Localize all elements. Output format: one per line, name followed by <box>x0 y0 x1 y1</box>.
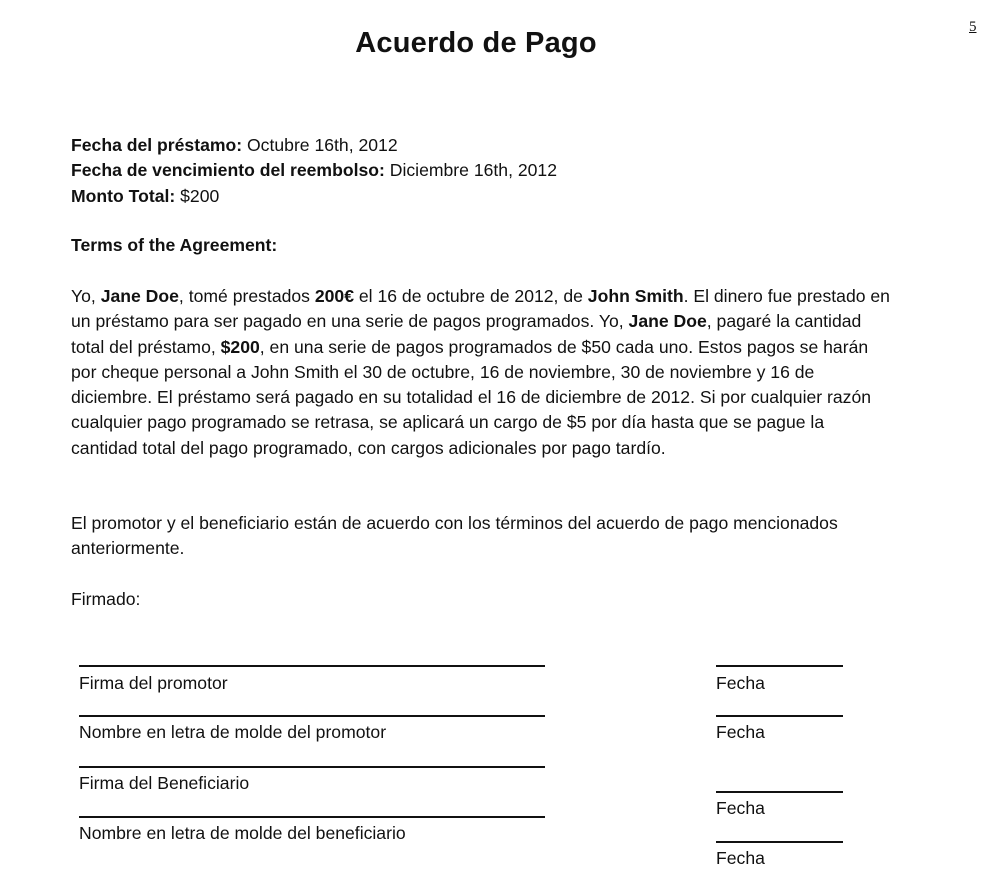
terms-text: , pagaré la cantidad total del préstamo, <box>71 311 862 357</box>
signed-label: Firmado: <box>71 589 141 609</box>
total-value: $200 <box>180 185 220 206</box>
borrower-name: Jane Doe <box>628 311 707 332</box>
beneficiary-signature-line[interactable] <box>79 766 545 768</box>
page-number: 5 <box>969 19 977 35</box>
loan-date-label: Fecha del préstamo: <box>71 135 243 155</box>
terms-text: . El dinero fue prestado en un préstamo para ser pagado en una serie de pagos programados. Yo, <box>71 286 890 332</box>
agreement-paragraph: El promotor y el beneficiario están de acuerdo con los términos del acuerdo de pago mencionados anteriormente. <box>71 513 838 559</box>
date-label: Fecha <box>716 798 765 818</box>
promoter-date-line[interactable] <box>716 665 843 667</box>
date-label: Fecha <box>716 848 765 868</box>
lender-name: John Smith <box>587 286 684 306</box>
loan-amount: 200€ <box>314 286 354 306</box>
promoter-print-name-line[interactable] <box>79 715 545 717</box>
date-label: Fecha <box>716 722 765 742</box>
terms-text: , en una serie de pagos programados de $50 cada uno. Estos pagos se harán por cheque personal a John Smith el 30 de octubre, 16 de noviembre, 30 de noviembre y 16 de diciembre. El préstamo será pagado en su totalidad el 16 de diciembre de 2012. Si por cualquier razón cualquier pago programado se retrasa, se aplicará un cargo de $5 por día hasta que se pague la cantidad total del pago programado, con cargos adicionales por pago tardío. <box>71 336 872 458</box>
terms-text: Yo, <box>71 286 101 306</box>
beneficiary-date-line[interactable] <box>716 791 843 793</box>
due-date-label: Fecha de vencimiento del reembolso: <box>71 160 385 181</box>
loan-details <box>71 133 557 209</box>
promoter-signature-label: Firma del promotor <box>79 673 228 693</box>
promoter-print-name-label: Nombre en letra de molde del promotor <box>79 722 387 742</box>
beneficiary-print-date-line[interactable] <box>716 841 843 843</box>
date-label: Fecha <box>716 673 765 693</box>
promoter-print-date-line[interactable] <box>716 715 843 717</box>
beneficiary-print-name-label: Nombre en letra de molde del beneficiario <box>79 823 406 843</box>
beneficiary-print-name-line[interactable] <box>79 816 545 818</box>
due-date-value: Diciembre 16th, 2012 <box>389 160 557 181</box>
terms-text: , tomé prestados <box>178 286 315 306</box>
loan-date-value: Octubre 16th, 2012 <box>247 135 398 155</box>
terms-text: el 16 de octubre de 2012, de <box>354 286 588 306</box>
borrower-name: Jane Doe <box>100 286 179 306</box>
total-amount-row <box>71 184 557 209</box>
total-loan-amount: $200 <box>220 336 260 357</box>
promoter-signature-line[interactable] <box>79 665 545 667</box>
loan-date-row <box>71 133 557 158</box>
beneficiary-signature-label: Firma del Beneficiario <box>79 773 250 793</box>
total-label: Monto Total: <box>71 185 176 206</box>
document-title: Acuerdo de Pago <box>355 27 597 59</box>
terms-paragraph <box>71 284 893 461</box>
due-date-row <box>71 158 557 183</box>
terms-heading: Terms of the Agreement: <box>71 235 278 255</box>
